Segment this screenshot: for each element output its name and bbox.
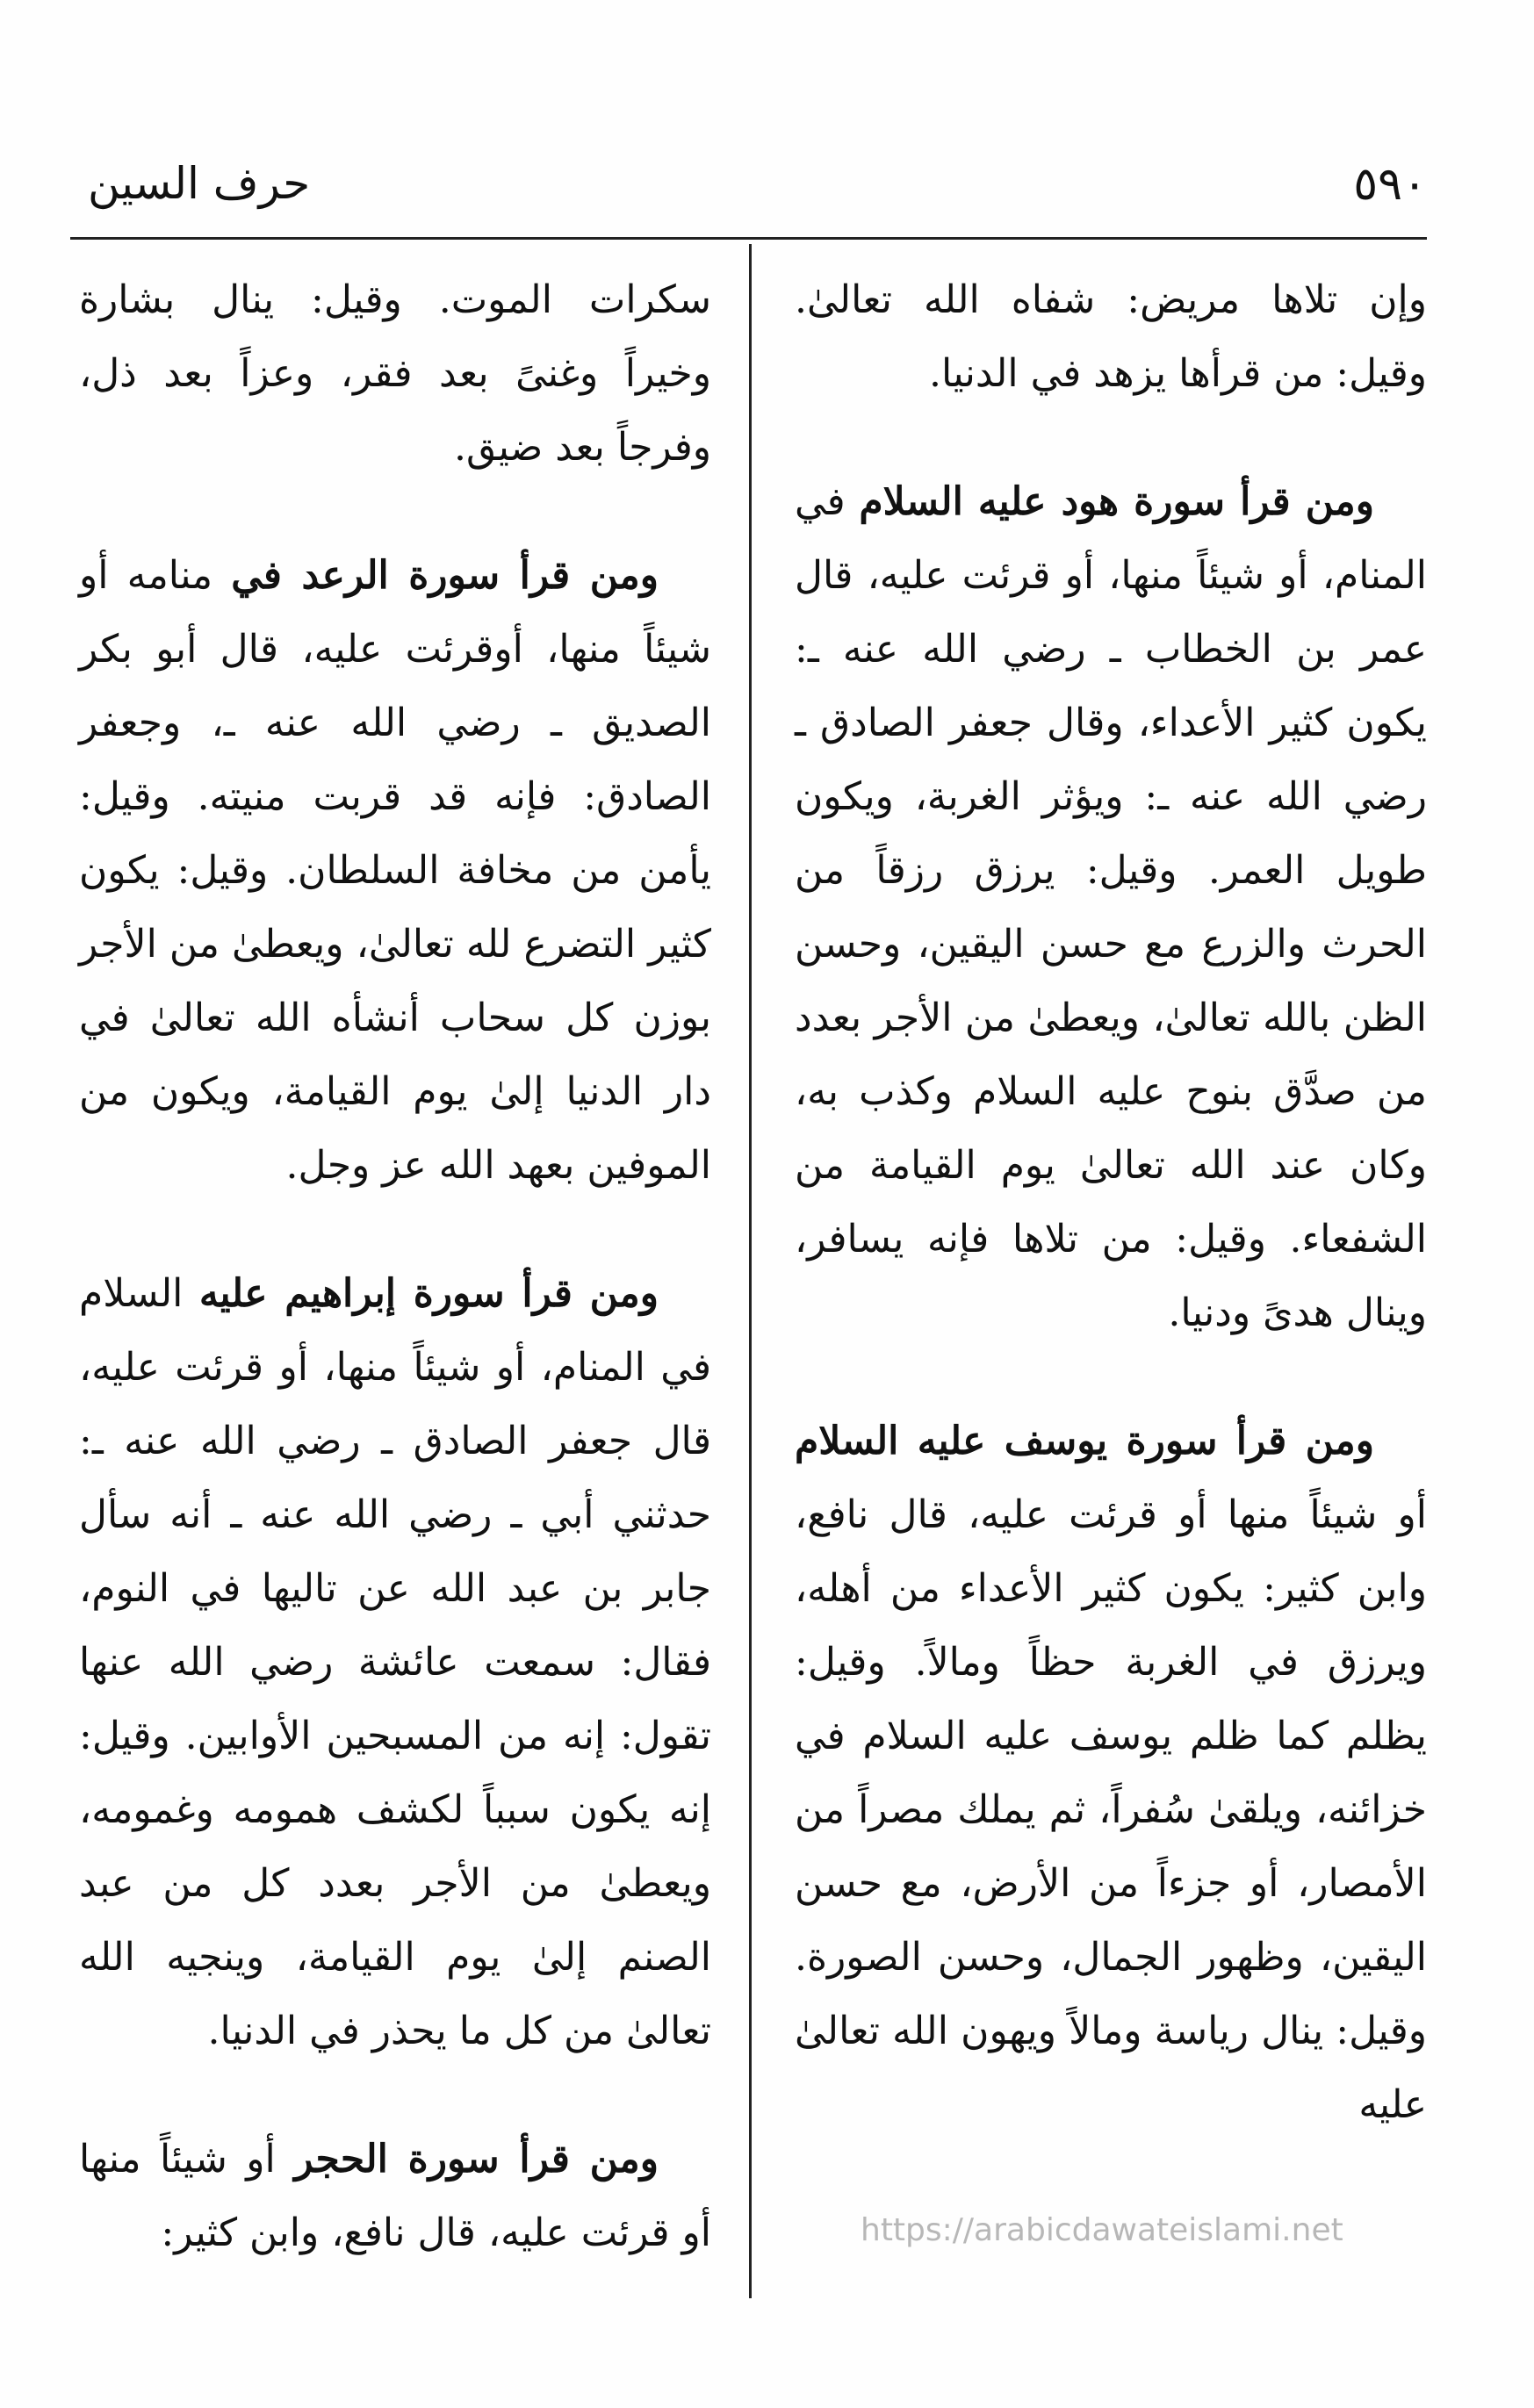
paragraph-lead: ومن قرأ سورة إبراهيم عليه (198, 1271, 659, 1316)
paragraph-text: السلام في المنام، أو شيئاً منها، أو قرئت عليه، قال جعفر الصادق ـ رضي الله عنه ـ: حدثني أبي ـ رضي الله عنه ـ أنه سأل جابر بن عبد الله عن تاليها في النوم، فقال: سمعت عائشة رضي الله عنها تقول: إنه من المسبحين الأوابين. وقيل: إنه يكون سبباً لكشف همومه وغمومه، ويعطىٰ من الأجر بعدد كل من عبد الصنم إلىٰ يوم القيامة، وينجيه الله تعالىٰ من كل ما يحذر في الدنيا. (79, 1271, 711, 2053)
header-divider (70, 237, 1427, 240)
paragraph (79, 2123, 711, 2270)
paragraph-lead: ومن قرأ سورة يوسف عليه السلام (795, 1419, 1374, 1463)
paragraph-lead: ومن قرأ سورة الرعد في (231, 553, 659, 598)
paragraph-text: منامه أو شيئاً منها، أوقرئت عليه، قال أبو بكر الصديق ـ رضي الله عنه ـ، وجعفر الصادق: فإنه قد قربت منيته. وقيل: يأمن من مخافة السلطان. وقيل: يكون كثير التضرع لله تعالىٰ، ويعطىٰ من الأجر بوزن كل سحاب أنشأه الله تعالىٰ في دار الدنيا إلىٰ يوم القيامة، ويكون من الموفين بعهد الله عز وجل. (79, 553, 711, 1188)
paragraph-text: أو شيئاً منها أو قرئت عليه، قال نافع، وابن كثير: (79, 2137, 711, 2255)
paragraph-text: وإن تلاها مريض: شفاه الله تعالىٰ. وقيل: من قرأها يزهد في الدنيا. (795, 277, 1427, 396)
paragraph (795, 263, 1427, 411)
watermark-url: https://arabicdawateislami.net (861, 2212, 1343, 2248)
paragraph-text: أو شيئاً منها أو قرئت عليه، قال نافع، وابن كثير: يكون كثير الأعداء من أهله، ويرزق في الغربة حظاً ومالاً. وقيل: يظلم كما ظلم يوسف عليه السلام في خزائنه، ويلقىٰ سُفراً، ثم يملك مصراً من الأمصار، أو جزءاً من الأرض، مع حسن اليقين، وظهور الجمال، وحسن الصورة. وقيل: ينال رياسة ومالاً ويهون الله تعالىٰ عليه (795, 1492, 1427, 2127)
paragraph-text: في المنام، أو شيئاً منها، أو قرئت عليه، قال عمر بن الخطاب ـ رضي الله عنه ـ: يكون كثير الأعداء، وقال جعفر الصادق ـ رضي الله عنه ـ: ويؤثر الغربة، ويكون طويل العمر. وقيل: يرزق رزقاً من الحرث والزرع مع حسن اليقين، وحسن الظن بالله تعالىٰ، ويعطىٰ من الأجر بعدد من صدَّق بنوح عليه السلام وكذب به، وكان عند الله تعالىٰ يوم القيامة من الشفعاء. وقيل: من تلاها فإنه يسافر، وينال هدىً ودنيا. (795, 479, 1427, 1335)
page-number: ٥٩٠ (1353, 158, 1427, 211)
column-divider (749, 244, 752, 2298)
running-title: حرف السين (88, 158, 311, 209)
paragraph (795, 465, 1427, 1350)
left-column (79, 263, 711, 2270)
paragraph (795, 1405, 1427, 2142)
paragraph-lead: ومن قرأ سورة هود عليه السلام (859, 479, 1374, 524)
right-column (795, 263, 1427, 2142)
paragraph (79, 1257, 711, 2068)
paragraph (79, 539, 711, 1203)
paragraph-text: سكرات الموت. وقيل: ينال بشارة وخيراً وغنىً بعد فقر، وعزاً بعد ذل، وفرجاً بعد ضيق. (79, 277, 711, 470)
paragraph (79, 263, 711, 485)
page-header (70, 158, 1427, 219)
paragraph-lead: ومن قرأ سورة الحجر (294, 2137, 659, 2182)
